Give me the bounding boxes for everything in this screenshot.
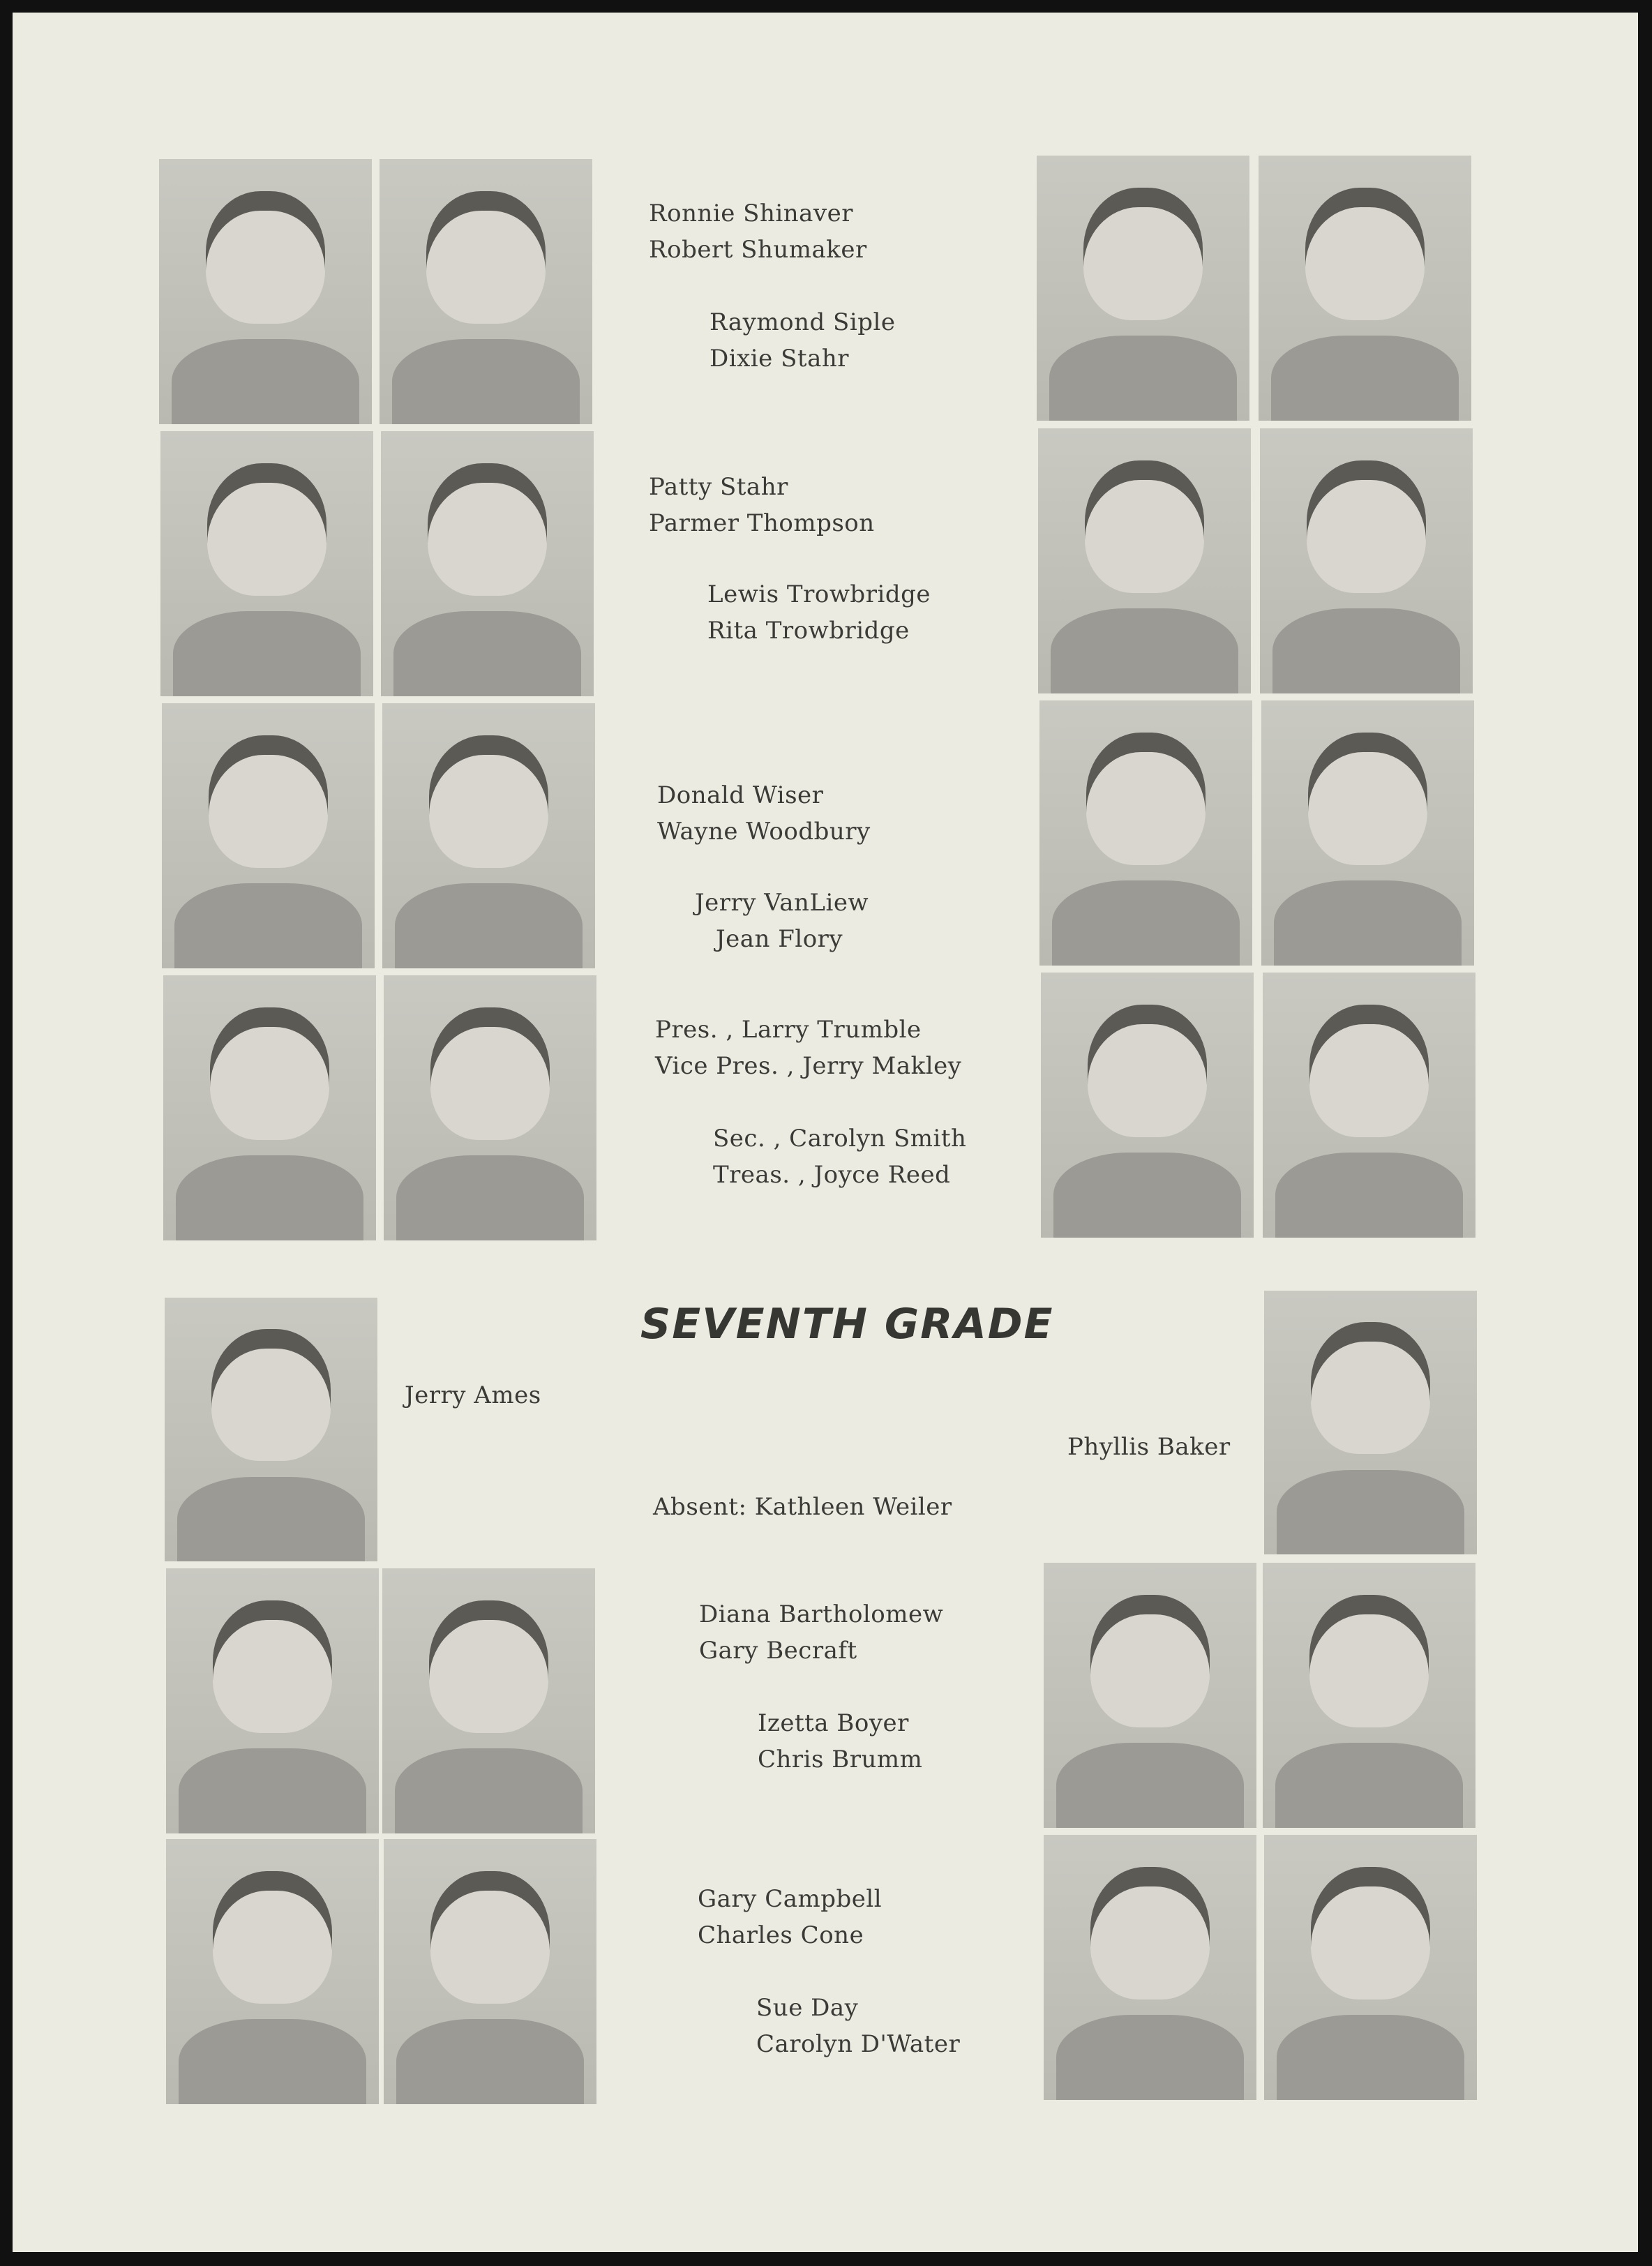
- student-photo: [1259, 156, 1471, 421]
- student-name: Lewis Trowbridge: [707, 580, 931, 608]
- student-photo: [166, 1839, 379, 2104]
- student-name: Dixie Stahr: [709, 345, 849, 373]
- student-name: Ronnie Shinaver: [649, 200, 853, 227]
- student-name: Rita Trowbridge: [707, 617, 910, 645]
- student-photo: [160, 431, 373, 696]
- student-photo: [1041, 973, 1254, 1238]
- officer-name: Treas. , Joyce Reed: [713, 1161, 951, 1189]
- student-photo: [159, 159, 372, 424]
- student-name: Donald Wiser: [657, 781, 824, 809]
- student-photo: [384, 1839, 596, 2104]
- student-photo: [1044, 1563, 1256, 1828]
- student-photo: [381, 431, 594, 696]
- student-name: Carolyn D'Water: [756, 2030, 961, 2058]
- officer-name: Vice Pres. , Jerry Makley: [655, 1052, 962, 1080]
- student-name: Gary Becraft: [699, 1637, 857, 1665]
- officer-name: Sec. , Carolyn Smith: [713, 1125, 967, 1153]
- student-photo: [1038, 428, 1251, 693]
- student-photo: [380, 159, 592, 424]
- student-name: Izetta Boyer: [758, 1709, 909, 1737]
- student-name: Diana Bartholomew: [699, 1600, 944, 1628]
- student-name: Charles Cone: [698, 1921, 864, 1949]
- student-photo: [382, 1568, 595, 1833]
- student-name: Jean Flory: [716, 925, 843, 953]
- officer-name: Pres. , Larry Trumble: [655, 1016, 922, 1044]
- student-name: Chris Brumm: [758, 1746, 923, 1773]
- section-title: SEVENTH GRADE: [640, 1300, 1054, 1349]
- student-photo: [163, 975, 376, 1240]
- student-photo: [384, 975, 596, 1240]
- student-name: Phyllis Baker: [1067, 1433, 1231, 1461]
- student-photo: [382, 703, 595, 968]
- student-name: Jerry VanLiew: [695, 889, 869, 917]
- student-photo: [166, 1568, 379, 1833]
- student-photo: [1263, 973, 1475, 1238]
- student-photo: [1044, 1835, 1256, 2100]
- student-photo: [162, 703, 375, 968]
- student-photo: [1263, 1563, 1475, 1828]
- student-name: Parmer Thompson: [649, 509, 875, 537]
- student-name: Jerry Ames: [405, 1381, 541, 1409]
- student-photo: [1260, 428, 1473, 693]
- student-photo: [1264, 1291, 1477, 1554]
- student-name: Sue Day: [756, 1994, 859, 2022]
- student-name: Patty Stahr: [649, 473, 788, 501]
- yearbook-page: [13, 13, 1638, 2252]
- student-photo: [1039, 700, 1252, 966]
- student-photo: [1037, 156, 1249, 421]
- student-name: Wayne Woodbury: [657, 818, 871, 846]
- absent-note: Absent: Kathleen Weiler: [653, 1493, 952, 1521]
- student-photo: [1264, 1835, 1477, 2100]
- student-name: Robert Shumaker: [649, 236, 867, 264]
- student-name: Raymond Siple: [709, 308, 896, 336]
- student-photo: [1261, 700, 1474, 966]
- student-photo: [165, 1298, 377, 1561]
- student-name: Gary Campbell: [698, 1885, 883, 1913]
